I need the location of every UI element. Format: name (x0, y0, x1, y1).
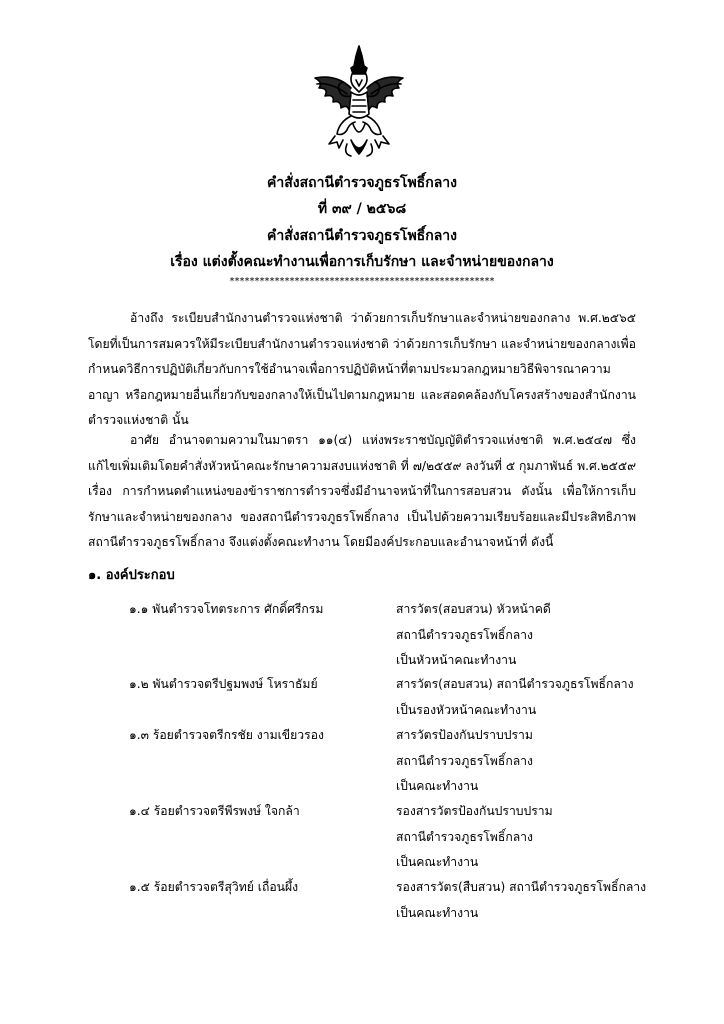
paragraph-reference: อ้างถึง ระเบียบสำนักงานตำรวจแห่งชาติ ว่าด้วยการเก็บรักษาและจำหน่ายของกลาง พ.ศ.๒๕๖๕ โดยที่เป็นการสมควรให้มีระเบียบสำนักงานตำรวจแห่งชาติ ว่าด้วยการเก็บรักษา และจำหน่ายของกลางเพื่อกำหนดวิธีการปฏิบัติเกี่ยวกับการใช้อำนาจเพื่อการปฏิบัติหน้าที่ตามประมวลกฎหมายวิธีพิจารณาความอาญา หรือกฎหมายอื่นเกี่ยวกับของกลางให้เป็นไปตามกฎหมาย และสอดคล้องกับโครงสร้างของสำนักงานตำรวจแห่งชาติ นั้น (88, 311, 636, 428)
paragraph-authority: อาศัย อำนาจตามความในมาตรา ๑๑(๔) แห่งพระราชบัญญัติตำรวจแห่งชาติ พ.ศ.๒๕๔๗ ซึ่งแก้ไขเพิ่มเติมโดยคำสั่งหัวหน้าคณะรักษาความสงบแห่งชาติ ที่ ๗/๒๕๕๙ ลงวันที่ ๕ กุมภาพันธ์ พ.ศ.๒๕๕๙ เรื่อง การกำหนดตำแหน่งของข้าราชการตำรวจซึ่งมีอำนาจหน้าที่ในการสอบสวน ดังนั้น เพื่อให้การเก็บรักษาและจำหน่ายของกลาง ของสถานีตำรวจภูธรโพธิ์กลาง เป็นไปด้วยความเรียบร้อยและมีประสิทธิภาพสถานีตำรวจภูธรโพธิ์กลาง จึงแต่งตั้งคณะทำงาน โดยมีองค์ประกอบและอำนาจหน้าที่ ดังนี้ (88, 433, 636, 550)
member-position (396, 723, 646, 800)
position-line: สถานีตำรวจภูธรโพธิ์กลาง (396, 627, 533, 642)
member-name: ๑.๔ ร้อยตำรวจตรีพีรพงษ์ ใจกล้า (129, 804, 300, 818)
position-line: เป็นคณะทำงาน (396, 779, 479, 793)
subject-line: เรื่อง แต่งตั้งคณะทำงานเพื่อการเก็บรักษา และจำหน่ายของกลาง (170, 254, 554, 270)
issuer-line: คำสั่งสถานีตำรวจภูธรโพธิ์กลาง (267, 228, 457, 244)
position-line: สารวัตร(สอบสวน) หัวหน้าคดี (396, 602, 551, 616)
position-line: เป็นคณะทำงาน (396, 855, 479, 869)
position-line: เป็นรองหัวหน้าคณะทำงาน (396, 702, 537, 717)
member-position (396, 799, 646, 876)
member-position (396, 875, 646, 926)
member-position (396, 672, 646, 723)
position-line: รองสารวัตรป้องกันปราบปราม (396, 804, 553, 818)
position-line: สถานีตำรวจภูธรโพธิ์กลาง (396, 829, 533, 844)
order-number: ที่ ๓๙ / ๒๕๖๘ (317, 201, 407, 217)
position-line: สถานีตำรวจภูธรโพธิ์กลาง (396, 753, 533, 768)
position-line: เป็นหัวหน้าคณะทำงาน (396, 653, 517, 667)
member-position (396, 597, 646, 674)
garuda-emblem-icon (307, 44, 411, 160)
member-name: ๑.๕ ร้อยตำรวจตรีสุวิทย์ เถื่อนผึ้ง (129, 880, 299, 894)
order-title: คำสั่งสถานีตำรวจภูธรโพธิ์กลาง (267, 175, 457, 191)
position-line: รองสารวัตร(สืบสวน) สถานีตำรวจภูธรโพธิ์กลาง (396, 880, 647, 894)
position-line: สารวัตร(สอบสวน) สถานีตำรวจภูธรโพธิ์กลาง (396, 677, 634, 691)
section-heading: ๑. องค์ประกอบ (88, 568, 175, 583)
member-name: ๑.๒ พันตำรวจตรีปฐมพงษ์ โหราธัมย์ (129, 677, 318, 691)
position-line: สารวัตรป้องกันปราบปราม (396, 728, 533, 742)
member-name: ๑.๑ พันตำรวจโทตระการ ศักดิ์ศรีกรม (129, 602, 324, 616)
separator-line: ***************************************************** (229, 276, 495, 287)
member-name: ๑.๓ ร้อยตำรวจตรีกรชัย งามเขียวรอง (129, 728, 324, 742)
position-line: เป็นคณะทำงาน (396, 905, 479, 920)
